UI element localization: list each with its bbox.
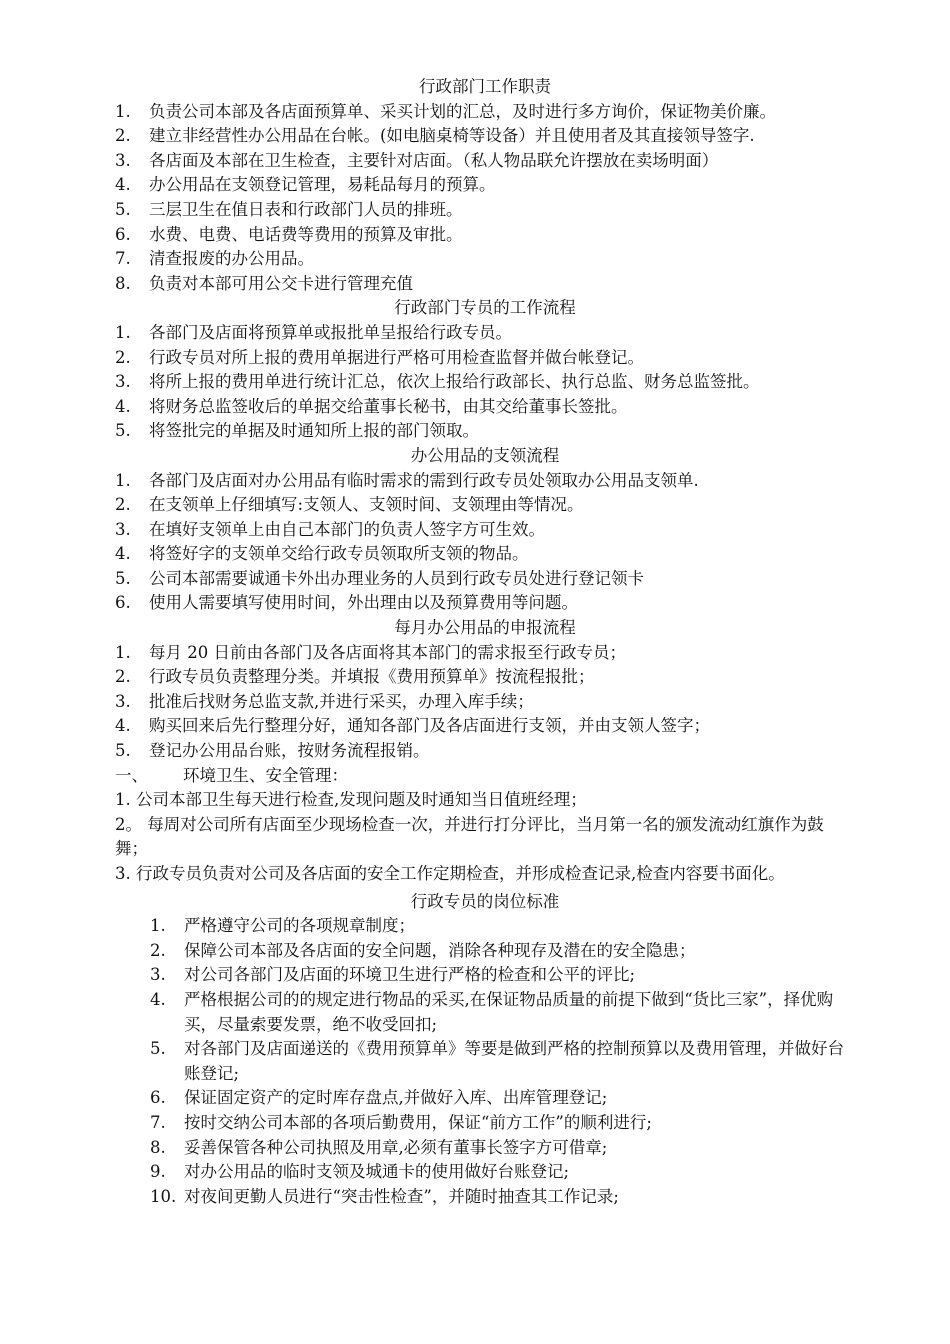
- section-title-supplies-claim: 办公用品的支领流程: [410, 445, 560, 465]
- list-item: 10. 对夜间更勤人员进行“突击性检查”，并随时抽查其工作记录;: [150, 1186, 619, 1206]
- paragraph: 1. 公司本部卫生每天进行检查,发现问题及时通知当日值班经理；: [115, 790, 587, 810]
- list-item: 4. 办公用品在支领登记管理，易耗品每月的预算。: [115, 175, 496, 195]
- supplies-claim-list: [115, 469, 855, 617]
- list-item: 2. 在支领单上仔细填写:支领人、支领时间、支领理由等情况。: [115, 495, 584, 515]
- list-item: 5. 公司本部需要诚通卡外出办理业务的人员到行政专员处进行登记领卡: [115, 568, 644, 588]
- list-item: 5. 将签批完的单据及时通知所上报的部门领取。: [115, 421, 479, 441]
- list-item: 2. 行政专员负责整理分类。并填报《费用预算单》按流程报批；: [115, 667, 595, 687]
- list-item: 4. 购买回来后先行整理分好，通知各部门及各店面进行支领，并由支领人签字；: [115, 716, 710, 736]
- duties-list: [115, 100, 855, 297]
- list-item: 8. 负责对本部可用公交卡进行管理充值: [115, 273, 413, 293]
- workflow-list: [115, 321, 855, 444]
- list-item: 5. 三层卫生在值日表和行政部门人员的排班。: [115, 199, 463, 219]
- section-title-job-standards: 行政专员的岗位标准: [410, 891, 560, 911]
- document-body: [115, 75, 855, 1209]
- list-item: 1. 严格遵守公司的各项规章制度；: [150, 916, 415, 936]
- list-item: 1. 每月 20 日前由各部门及各店面将其本部门的需求报至行政专员；: [115, 642, 626, 662]
- section-title-duties: 行政部门工作职责: [419, 77, 551, 96]
- list-item: 6. 保证固定资产的定时库存盘点,并做好入库、出库管理登记;: [150, 1088, 608, 1108]
- list-item: 9. 对办公用品的临时支领及城通卡的使用做好台账登记;: [150, 1162, 570, 1182]
- list-item: 4. 将财务总监签收后的单据交给董事长秘书，由其交给董事长签批。: [115, 396, 628, 416]
- paragraph: 3. 行政专员负责对公司及各店面的安全工作定期检查，并形成检查记录,检查内容要书面化。: [115, 864, 785, 883]
- list-item: 1. 各部门及店面对办公用品有临时需求的需到行政专员处领取办公用品支领单.: [115, 470, 699, 490]
- list-item: 2. 建立非经营性办公用品在台帐。(如电脑桌椅等设备）并且使用者及其直接领导签字.: [115, 126, 755, 146]
- monthly-report-list: [115, 641, 855, 764]
- list-item: 8. 妥善保管各种公司执照及用章,必须有董事长签字方可借章;: [150, 1137, 608, 1157]
- list-item: 4. 将签好字的支领单交给行政专员领取所支领的物品。: [115, 544, 529, 564]
- list-item: 1. 各部门及店面将预算单或报批单呈报给行政专员。: [115, 322, 512, 342]
- section-header-text: 环境卫生、安全管理：: [183, 765, 348, 785]
- list-item: 5. 登记办公用品台账，按财务流程报销。: [115, 741, 430, 761]
- job-standards-list: [150, 914, 855, 1209]
- paragraph: 2。 每周对公司所有店面至少现场检查一次，并进行打分评比，当月第一名的颁发流动红旗作为鼓舞；: [115, 814, 824, 859]
- list-item: 7. 清查报废的办公用品。: [115, 249, 314, 269]
- section-header-number: 一、: [115, 765, 148, 785]
- list-item: 2. 行政专员对所上报的费用单据进行严格可用检查监督并做台帐登记。: [115, 347, 644, 367]
- section-header-environment-safety: [115, 764, 855, 789]
- list-item: 5. 对各部门及店面递送的《费用预算单》等要是做到严格的控制预算以及费用管理，并做好台账登记;: [150, 1039, 844, 1083]
- list-item: 4. 严格根据公司的的规定进行物品的采买,在保证物品质量的前提下做到“货比三家”，择优购买，尽量索要发票，绝不收受回扣;: [150, 989, 834, 1034]
- list-item: 3. 对公司各部门及店面的环境卫生进行严格的检查和公平的评比;: [150, 965, 636, 985]
- list-item: 3. 各店面及本部在卫生检查，主要针对店面。（私人物品联允许摆放在卖场明面）: [115, 150, 719, 170]
- list-item: 1. 负责公司本部及各店面预算单、采买计划的汇总，及时进行多方询价，保证物美价廉。: [115, 101, 776, 121]
- list-item: 3. 批准后找财务总监支款,并进行采买，办理入库手续；: [115, 691, 534, 711]
- section-title-workflow: 行政部门专员的工作流程: [394, 298, 576, 318]
- list-item: 6. 使用人需要填写使用时间，外出理由以及预算费用等问题。: [115, 593, 578, 613]
- list-item: 7. 按时交纳公司本部的各项后勤费用，保证“前方工作”的顺利进行;: [150, 1112, 652, 1132]
- list-item: 3. 在填好支领单上由自己本部门的负责人签字方可生效。: [115, 519, 545, 539]
- list-item: 2. 保障公司本部及各店面的安全问题，消除各种现存及潜在的安全隐患；: [150, 940, 696, 960]
- list-item: 3. 将所上报的费用单进行统计汇总，依次上报给行政部长、执行总监、财务总监签批。: [115, 372, 760, 392]
- list-item: 6. 水费、电费、电话费等费用的预算及审批。: [115, 224, 463, 244]
- section-title-monthly-report: 每月办公用品的申报流程: [394, 618, 576, 638]
